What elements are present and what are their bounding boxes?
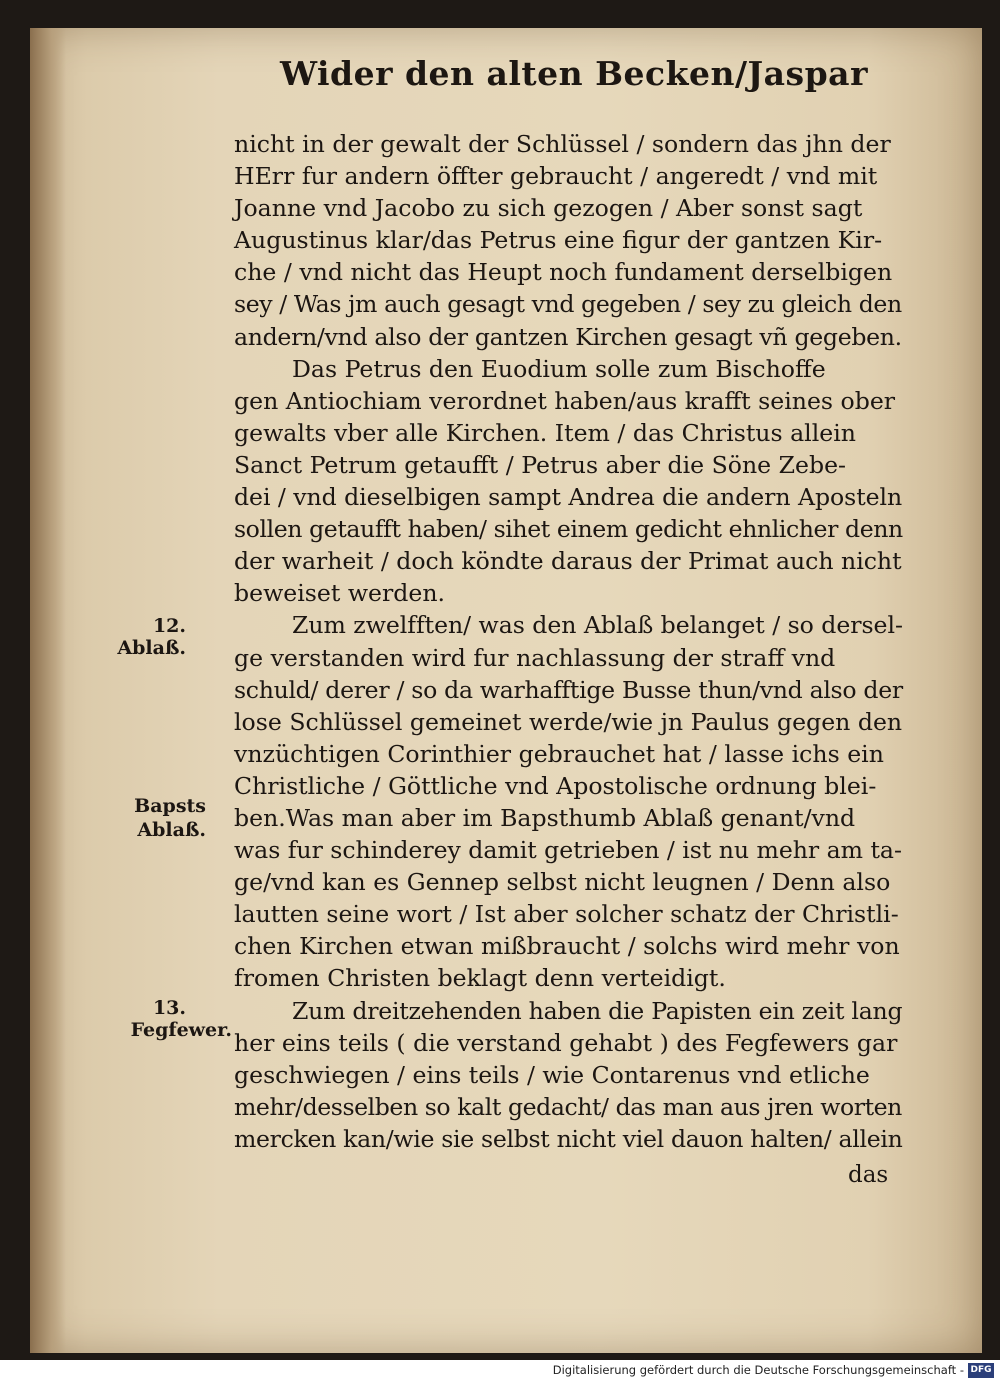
- margin-note-bapsts: Bapsts: [134, 795, 206, 817]
- running-header: Wider den alten Becken/Jaspar: [280, 54, 868, 93]
- text-line: ben.Was man aber im Bapsthumb Ablaß genant/vnd: [234, 803, 856, 832]
- text-line: sollen getaufft haben/ sihet einem gedicht ehnlicher denn: [234, 515, 903, 544]
- text-line: lose Schlüssel gemeinet werde/wie jn Paulus gegen den: [234, 707, 903, 736]
- text-line: schuld/ derer / so da warhafftige Busse thun/vnd also der: [234, 675, 903, 704]
- text-line: ge verstanden wird fur nachlassung der straff vnd: [234, 643, 836, 672]
- text-line: geschwiegen / eins teils / wie Contarenus vnd etliche: [234, 1060, 870, 1089]
- text-line: was fur schinderey damit getrieben / ist nu mehr am ta-: [234, 836, 902, 865]
- dfg-logo: DFG: [968, 1363, 994, 1378]
- catchword: das: [848, 1162, 889, 1188]
- text-line: der warheit / doch köndte daraus der Primat auch nicht: [234, 547, 902, 576]
- text-line: dei / vnd dieselbigen sampt Andrea die andern Aposteln: [234, 483, 903, 512]
- text-line: andern/vnd also der gantzen Kirchen gesagt vñ gegeben.: [234, 322, 902, 351]
- margin-note-ablass-2: Ablaß.: [137, 819, 206, 841]
- text-line: mercken kan/wie sie selbst nicht viel dauon halten/ allein: [234, 1124, 903, 1153]
- margin-note-ablass: Ablaß.: [117, 637, 186, 659]
- text-line: Sanct Petrum getaufft / Petrus aber die Söne Zebe-: [234, 450, 847, 479]
- text-line: nicht in der gewalt der Schlüssel / sondern das jhn der: [234, 130, 891, 158]
- page-spine-shadow: [30, 28, 66, 1353]
- text-line: ge/vnd kan es Gennep selbst nicht leugnen / Denn also: [234, 868, 891, 897]
- text-line: mehr/desselben so kalt gedacht/ das man aus jren worten: [234, 1092, 902, 1121]
- text-line: her eins teils ( die verstand gehabt ) des Fegfewers gar: [234, 1028, 898, 1057]
- body-text: [234, 128, 902, 1155]
- margin-note-number-13: 13.: [152, 997, 186, 1019]
- margin-note-number-12: 12.: [152, 615, 186, 637]
- text-line: che / vnd nicht das Heupt noch fundament derselbigen: [234, 258, 893, 287]
- text-line: Zum dreitzehenden haben die Papisten ein zeit lang: [292, 996, 903, 1025]
- text-line: HErr fur andern öffter gebraucht / angeredt / vnd mit: [234, 162, 878, 191]
- text-line: sey / Was jm auch gesagt vnd gegeben / sey zu gleich den: [234, 290, 902, 319]
- text-line: Zum zwelfften/ was den Ablaß belanget / so dersel-: [292, 611, 903, 640]
- text-line: gen Antiochiam verordnet haben/aus krafft seines ober: [234, 386, 896, 415]
- margin-note-fegfewer: Fegfewer.: [130, 1019, 232, 1041]
- text-line: vnzüchtigen Corinthier gebrauchet hat / lasse ichs ein: [234, 739, 884, 768]
- footer-credit: Digitalisierung gefördert durch die Deutsche Forschungsgemeinschaft -: [552, 1363, 964, 1377]
- footer-bar: [0, 1360, 1000, 1382]
- text-line: beweiset werden.: [234, 579, 446, 608]
- text-line: Joanne vnd Jacobo zu sich gezogen / Aber sonst sagt: [234, 194, 863, 223]
- text-line: chen Kirchen etwan mißbraucht / solchs wird mehr von: [234, 932, 900, 961]
- text-line: Augustinus klar/das Petrus eine figur der gantzen Kir-: [234, 226, 883, 255]
- text-line: Christliche / Göttliche vnd Apostolische ordnung blei-: [234, 771, 877, 800]
- text-line: Das Petrus den Euodium solle zum Bischoffe: [292, 354, 826, 383]
- text-line: gewalts vber alle Kirchen. Item / das Christus allein: [234, 418, 856, 447]
- text-line: fromen Christen beklagt denn verteidigt.: [234, 964, 726, 993]
- text-line: lautten seine wort / Ist aber solcher schatz der Christli-: [234, 900, 899, 929]
